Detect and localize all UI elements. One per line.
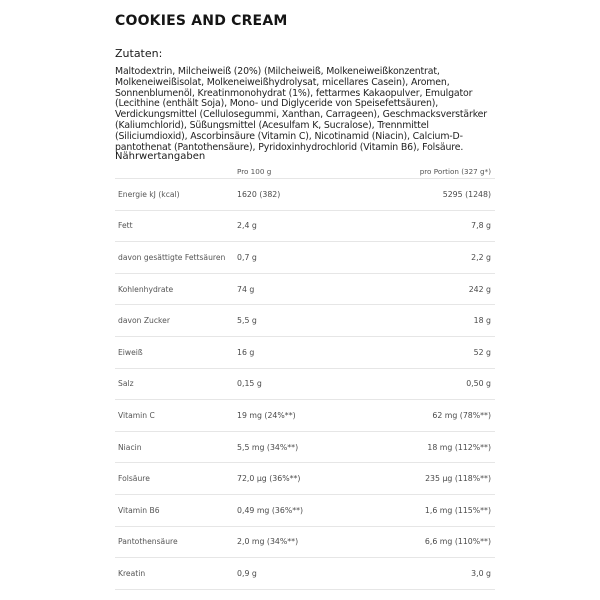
nutrient-label: Kohlenhydrate: [115, 273, 237, 305]
ingredients-heading: Zutaten:: [115, 47, 163, 60]
nutrient-label: davon Zucker: [115, 305, 237, 337]
value-per-100g: 2,0 mg (34%**): [237, 526, 349, 558]
value-per-100g: 5,5 mg (34%**): [237, 431, 349, 463]
table-row: [115, 336, 495, 368]
table-row: [115, 400, 495, 432]
value-per-100g: 74 g: [237, 273, 349, 305]
table-row: [115, 242, 495, 274]
nutrient-label: Vitamin C: [115, 400, 237, 432]
value-per-portion: 0,50 g: [349, 368, 495, 400]
header-per-100g: Pro 100 g: [237, 164, 349, 179]
value-per-portion: 7,8 g: [349, 210, 495, 242]
product-title: COOKIES AND CREAM: [115, 13, 288, 29]
table-row: [115, 210, 495, 242]
value-per-portion: 18 g: [349, 305, 495, 337]
nutrient-label: Fett: [115, 210, 237, 242]
nutrient-label: Pantothensäure: [115, 526, 237, 558]
table-row: [115, 526, 495, 558]
value-per-portion: 6,6 mg (110%**): [349, 526, 495, 558]
table-row: [115, 558, 495, 590]
nutrition-table: [115, 164, 495, 590]
value-per-portion: 242 g: [349, 273, 495, 305]
value-per-portion: 235 µg (118%**): [349, 463, 495, 495]
header-label: [115, 164, 237, 179]
value-per-100g: 0,7 g: [237, 242, 349, 274]
header-per-portion: pro Portion (327 g*): [349, 164, 495, 179]
nutrient-label: Energie kJ (kcal): [115, 179, 237, 211]
nutrient-label: Eiweiß: [115, 336, 237, 368]
value-per-100g: 0,15 g: [237, 368, 349, 400]
value-per-100g: 72,0 µg (36%**): [237, 463, 349, 495]
table-row: [115, 494, 495, 526]
nutrition-table-body: [115, 179, 495, 590]
table-row: [115, 179, 495, 211]
ingredients-text: Maltodextrin, Milcheiweiß (20%) (Milcheiweiß, Molkeneiweißkonzentrat, Molkeneiweißisolat, Molkeneiweißhydrolysat, micellares Casein), Aromen, Sonnenblumenöl, Kreatinmonohydrat (1%), fettarmes Kakaopulver, Emulgator (Lecithine (enthält Soja), Mono- und Diglyceride von Speisefettsäuren), Verdickungsmittel (Cellulosegummi, Xanthan, Carrageen), Geschmacksverstärker (Kaliumchlorid), Süßungsmittel (Acesulfam K, Sucralose), Trennmittel (Siliciumdioxid), Ascorbinsäure (Vitamin C), Nicotinamid (Niacin), Calcium-D-pantothenat (Pantothensäure), Pyridoxinhydrochlorid (Vitamin B6), Folsäure.: [115, 66, 487, 153]
table-row: [115, 368, 495, 400]
nutrient-label: Niacin: [115, 431, 237, 463]
nutrition-table-header: [115, 164, 495, 179]
nutrient-label: Kreatin: [115, 558, 237, 590]
value-per-portion: 3,0 g: [349, 558, 495, 590]
table-row: [115, 273, 495, 305]
value-per-100g: 16 g: [237, 336, 349, 368]
value-per-portion: 52 g: [349, 336, 495, 368]
value-per-100g: 1620 (382): [237, 179, 349, 211]
value-per-100g: 0,9 g: [237, 558, 349, 590]
value-per-100g: 19 mg (24%**): [237, 400, 349, 432]
value-per-portion: 5295 (1248): [349, 179, 495, 211]
value-per-100g: 0,49 mg (36%**): [237, 494, 349, 526]
value-per-portion: 1,6 mg (115%**): [349, 494, 495, 526]
table-row: [115, 305, 495, 337]
nutrition-heading: Nährwertangaben: [115, 151, 206, 162]
nutrient-label: Vitamin B6: [115, 494, 237, 526]
table-row: [115, 463, 495, 495]
value-per-100g: 2,4 g: [237, 210, 349, 242]
value-per-100g: 5,5 g: [237, 305, 349, 337]
nutrient-label: davon gesättigte Fettsäuren: [115, 242, 237, 274]
value-per-portion: 2,2 g: [349, 242, 495, 274]
table-row: [115, 431, 495, 463]
nutrient-label: Salz: [115, 368, 237, 400]
value-per-portion: 18 mg (112%**): [349, 431, 495, 463]
value-per-portion: 62 mg (78%**): [349, 400, 495, 432]
nutrient-label: Folsäure: [115, 463, 237, 495]
